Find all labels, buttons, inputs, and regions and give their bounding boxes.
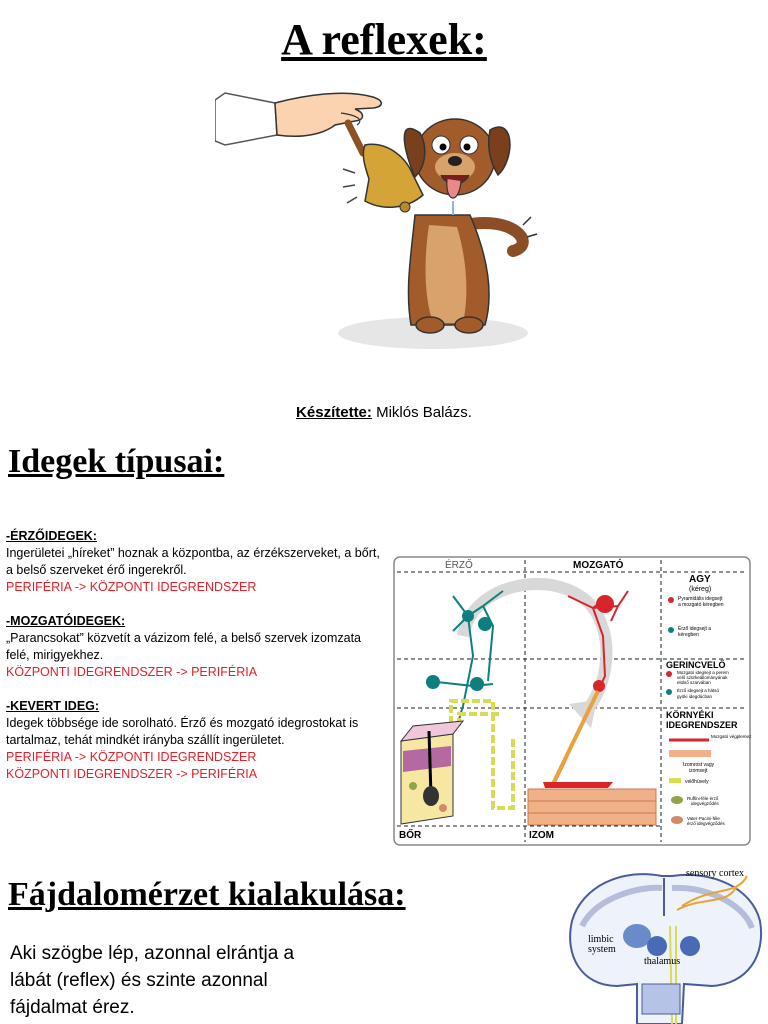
ganglion-cell-icon — [666, 689, 672, 695]
nerve-type-flow: PERIFÉRIA -> KÖZPONTI IDEGRENDSZER — [6, 580, 257, 594]
nerve-type-heading: -KEVERT IDEG: — [6, 699, 100, 713]
nerve-type-flow: KÖZPONTI IDEGRENDSZER -> PERIFÉRIA — [6, 767, 258, 781]
label-limbic-2: system — [588, 944, 616, 955]
label-skin: BŐR — [399, 830, 422, 841]
svg-text:Ruffini-féle érző: Ruffini-féle érző — [687, 796, 719, 801]
svg-text:Érző idegsejt a hátsó: Érző idegsejt a hátsó — [677, 688, 720, 693]
nerve-type-heading: -MOZGATÓIDEGEK: — [6, 614, 126, 628]
svg-text:kéregben: kéregben — [678, 632, 699, 638]
svg-text:izomsejt: izomsejt — [689, 768, 708, 774]
svg-text:elülső szarvában: elülső szarvában — [677, 680, 711, 685]
col-label-motor: MOZGATÓ — [573, 560, 624, 571]
label-muscle: IZOM — [529, 830, 554, 841]
nervous-system-diagram — [393, 556, 751, 846]
nerve-type-body: Ingerületei „híreket” hoznak a központba, az érzékszerveket, a bőrt, a belső szerveket érő ingerekről. — [6, 546, 380, 577]
nerve-type-body: Idegek többsége ide sorolható. Érző és mozgató idegrostokat is tartalmaz, tehát mindkét irányba szállít ingerületet. — [6, 716, 359, 747]
page-title: A reflexek: — [281, 15, 487, 64]
svg-text:gyöki idegdúcban: gyöki idegdúcban — [677, 694, 713, 699]
svg-text:velőhüvely: velőhüvely — [685, 779, 709, 785]
cortical-sensory-cell-icon — [668, 627, 674, 633]
muscle-fiber-icon — [669, 750, 711, 757]
section-title-pain: Fájdalomérzet kialakulása: — [8, 876, 406, 913]
legend-gerincvelo: GERINCVELŐ — [666, 660, 726, 670]
svg-text:velő szürkeállományának: velő szürkeállományának — [677, 675, 728, 680]
pacini-icon — [671, 816, 683, 824]
svg-text:idegvégződés: idegvégződés — [691, 801, 719, 806]
author-line — [0, 404, 768, 421]
legend-agy: AGY — [689, 574, 711, 585]
hero-illustration — [215, 75, 555, 360]
nerve-types-list — [6, 528, 386, 800]
label-sensory-cortex: sensory cortex — [686, 868, 745, 879]
svg-text:Mozgató idegsejt a perem: Mozgató idegsejt a perem — [677, 670, 729, 675]
svg-text:Vater-Pacini-féle: Vater-Pacini-féle — [687, 816, 720, 821]
author-name: Miklós Balázs. — [376, 404, 472, 421]
svg-text:a mozgató kéregben: a mozgató kéregben — [678, 602, 724, 608]
col-label-sensory: ÉRZŐ — [445, 560, 473, 571]
myelin-icon — [669, 778, 681, 783]
nerve-type-sensory — [6, 528, 386, 596]
svg-text:Érző idegsejt a: Érző idegsejt a — [678, 626, 712, 632]
nerve-type-flow: PERIFÉRIA -> KÖZPONTI IDEGRENDSZER — [6, 750, 257, 764]
svg-text:Pyramidális idegsejt: Pyramidális idegsejt — [678, 596, 723, 602]
legend-kornyeki-1: KÖRNYÉKI — [666, 710, 714, 720]
section-title-nerve-types: Idegek típusai: — [8, 443, 225, 480]
ruffini-icon — [671, 796, 683, 804]
label-thalamus: thalamus — [644, 956, 681, 967]
nerve-type-mixed — [6, 698, 386, 783]
nerve-type-flow: KÖZPONTI IDEGRENDSZER -> PERIFÉRIA — [6, 665, 258, 679]
svg-text:Mozgató végplemez: Mozgató végplemez — [711, 734, 751, 739]
nerve-type-motor — [6, 613, 386, 681]
dog-icon — [404, 119, 537, 333]
label-limbic-1: limbic — [588, 934, 614, 945]
author-label: Készítette: — [296, 404, 372, 421]
nerve-type-body: „Parancsokat” közvetít a vázizom felé, a belső szervek izomzata felé, mirigyekhez. — [6, 631, 362, 662]
svg-text:érző idegvégződés: érző idegvégződés — [687, 821, 725, 826]
muscle-icon — [528, 789, 656, 825]
pyramidal-cell-icon — [668, 597, 674, 603]
legend-agy-sub: (kéreg) — [689, 586, 712, 593]
motor-cell-icon — [666, 671, 672, 677]
legend-kornyeki-2: IDEGRENDSZER — [666, 720, 738, 730]
pain-description: Aki szögbe lép, azonnal elrántja a lábát (reflex) és szinte azonnal fájdalmat érez. — [10, 943, 295, 1018]
brain-diagram — [562, 866, 768, 1024]
nerve-type-heading: -ÉRZŐIDEGEK: — [6, 529, 97, 543]
svg-text:Izomrost vagy: Izomrost vagy — [683, 762, 715, 768]
